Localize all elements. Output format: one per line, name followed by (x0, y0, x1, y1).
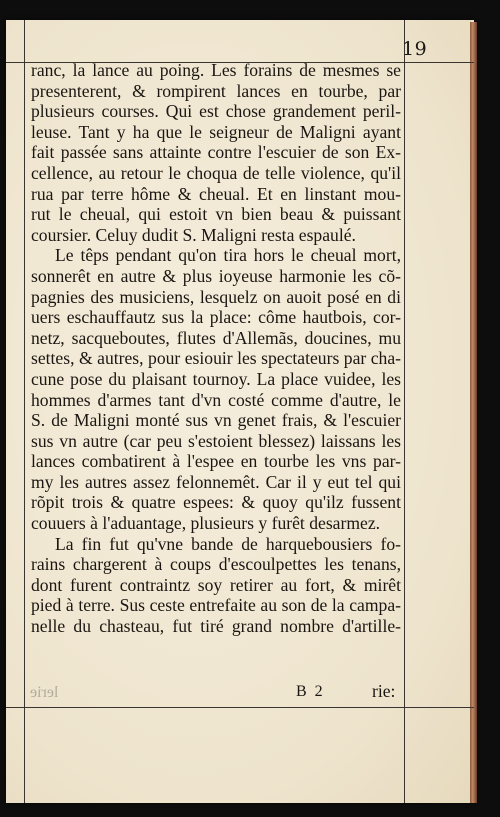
text-line: presenterent, & rompirent lances en tourbe, par (31, 80, 401, 101)
text-line: uers eschauffautz sus la place: côme hautbois, cor- (31, 307, 401, 328)
text-line: coursier. Celuy dudit S. Maligni resta espaulé. (31, 224, 356, 245)
text-line: rua par terre hôme & cheual. Et en linstant mou- (31, 183, 401, 204)
text-line: leuse. Tant y ha que le seigneur de Maligni ayant (31, 121, 401, 142)
page-number: 19 (402, 38, 428, 60)
text-line: my les autres assez felonnemêt. Car il y eut tel qui (31, 471, 401, 492)
text-line: rõpit trois & quatre espees: & quoy qu'ilz fussent (31, 492, 401, 513)
text-line: rut le cheual, qui estoit vn bien beau & puissant (31, 204, 401, 225)
text-line: sonnerêt en autre & plus ioyeuse harmonie les cõ- (31, 265, 401, 286)
left-margin-rule (24, 20, 25, 803)
text-line: pied à terre. Sus ceste entrefaite au son de la campa- (31, 595, 401, 616)
text-line: pagnies des musiciens, lesquelz on auoit posé en di (31, 286, 401, 307)
bleed-through-text: lerie (30, 684, 59, 701)
text-line: settes, & autres, pour esiouir les spectateurs par cha- (31, 348, 401, 369)
text-line: nelle du chasteau, fut tiré grand nombre d'artille- (31, 616, 401, 637)
right-margin-rule (404, 20, 405, 803)
text-line: rains chargerent à coups d'escoulpettes les tenans, (31, 554, 401, 575)
text-line: Le têps pendant qu'on tira hors le cheual mort, (55, 245, 401, 266)
text-line: lances combatirent à l'espee en tourbe les vns par- (31, 451, 401, 472)
text-line: cellence, au retour le choqua de telle violence, qu'il (31, 162, 401, 183)
text-line: netz, sacqueboutes, flutes d'Allemãs, doucines, mu (31, 327, 401, 348)
text-line: couuers à l'aduantage, plusieurs y furêt desarmez. (31, 513, 381, 534)
text-line: cune pose du plaisant tournoy. La place vuidee, les (31, 368, 401, 389)
text-line: sus vn autre (car peu s'estoient blessez) laissans les (31, 430, 401, 451)
text-line: plusieurs courses. Qui est chose grandement peril- (31, 101, 401, 122)
signature-mark: B 2 (296, 683, 325, 700)
page-edge (470, 22, 477, 803)
text-line: S. de Maligni monté sus vn genet frais, & l'escuier (31, 410, 401, 431)
text-line: fait passée sans attainte contre l'escuier de son Ex- (31, 142, 401, 163)
text-line: dont furent contraintz soy retirer au fort, & mirêt (31, 574, 401, 595)
body-text (31, 60, 401, 637)
text-line: ranc, la lance au poing. Les forains de mesmes se (31, 60, 401, 80)
text-line: hommes d'armes tant d'vn costé comme d'autre, le (31, 389, 401, 410)
text-line: La fin fut qu'vne bande de harquebousiers fo- (55, 533, 401, 554)
catchword: rie: (372, 681, 396, 701)
